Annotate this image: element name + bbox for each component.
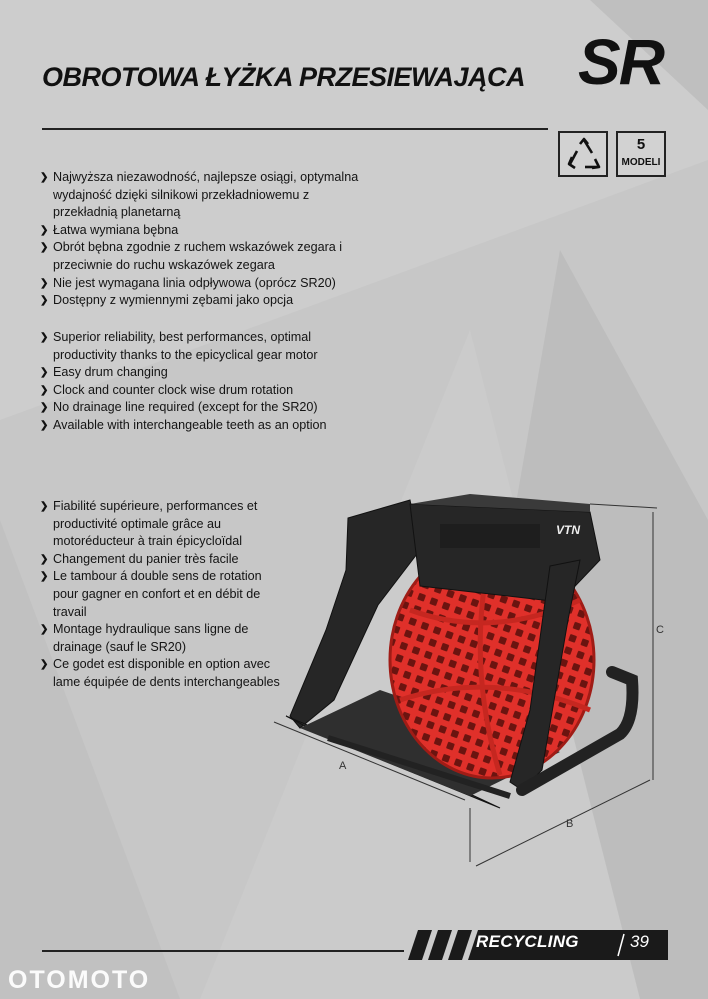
watermark: OTOMOTO bbox=[8, 966, 151, 994]
dimension-label-b: B bbox=[566, 818, 574, 830]
list-item: ❯ Nie jest wymagana linia odpływowa (oprócz SR20) bbox=[40, 275, 370, 293]
models-count-badge bbox=[616, 131, 666, 177]
list-item: ❯ Available with interchangeable teeth as an option bbox=[40, 417, 340, 435]
models-label: MODELI bbox=[621, 157, 661, 168]
page-number: 39 bbox=[630, 932, 649, 951]
list-item: ❯ Easy drum changing bbox=[40, 364, 340, 382]
features-list-polish bbox=[40, 169, 370, 310]
list-item: ❯ Łatwa wymiana bębna bbox=[40, 222, 370, 240]
brand-mark: VTN bbox=[556, 523, 580, 537]
list-item: ❯ Le tambour á double sens de rotation pour gagner en confort et en débit de travail bbox=[40, 568, 280, 621]
list-item: ❯ Changement du panier très facile bbox=[40, 551, 280, 569]
header-divider bbox=[42, 128, 548, 130]
list-item: ❯ No drainage line required (except for the SR20) bbox=[40, 399, 340, 417]
dimension-label-c: C bbox=[656, 624, 664, 636]
page-title: OBROTOWA ŁYŻKA PRZESIEWAJĄCA bbox=[42, 62, 526, 92]
list-item: ❯ Obrót bębna zgodnie z ruchem wskazówek zegara i przeciwnie do ruchu wskazówek zegara bbox=[40, 239, 370, 274]
list-item: ❯ Najwyższa niezawodność, najlepsze osiągi, optymalna wydajność dzięki silnikowi przekładniowemu z przekładnią planetarną bbox=[40, 169, 370, 222]
list-item: ❯ Superior reliability, best performances, optimal productivity thanks to the epicyclical gear motor bbox=[40, 329, 340, 364]
features-list-english bbox=[40, 329, 340, 435]
product-code: SR bbox=[578, 26, 663, 98]
list-item: ❯ Dostępny z wymiennymi zębami jako opcja bbox=[40, 292, 370, 310]
list-item: ❯ Ce godet est disponible en option avec lame équipée de dents interchangeables bbox=[40, 656, 280, 691]
features-list-french bbox=[40, 498, 280, 692]
screening-bucket-image bbox=[260, 490, 680, 880]
list-item: ❯ Clock and counter clock wise drum rotation bbox=[40, 382, 340, 400]
footer-divider bbox=[42, 950, 404, 952]
recycle-badge bbox=[558, 131, 608, 177]
list-item: ❯ Montage hydraulique sans ligne de drainage (sauf le SR20) bbox=[40, 621, 280, 656]
dimension-label-a: A bbox=[339, 760, 347, 772]
list-item: ❯ Fiabilité supérieure, performances et productivité optimale grâce au motoréducteur à train épicycloïdal bbox=[40, 498, 280, 551]
section-label: RECYCLING bbox=[476, 932, 579, 951]
recycle-icon bbox=[566, 137, 602, 173]
models-count: 5 bbox=[636, 136, 646, 153]
